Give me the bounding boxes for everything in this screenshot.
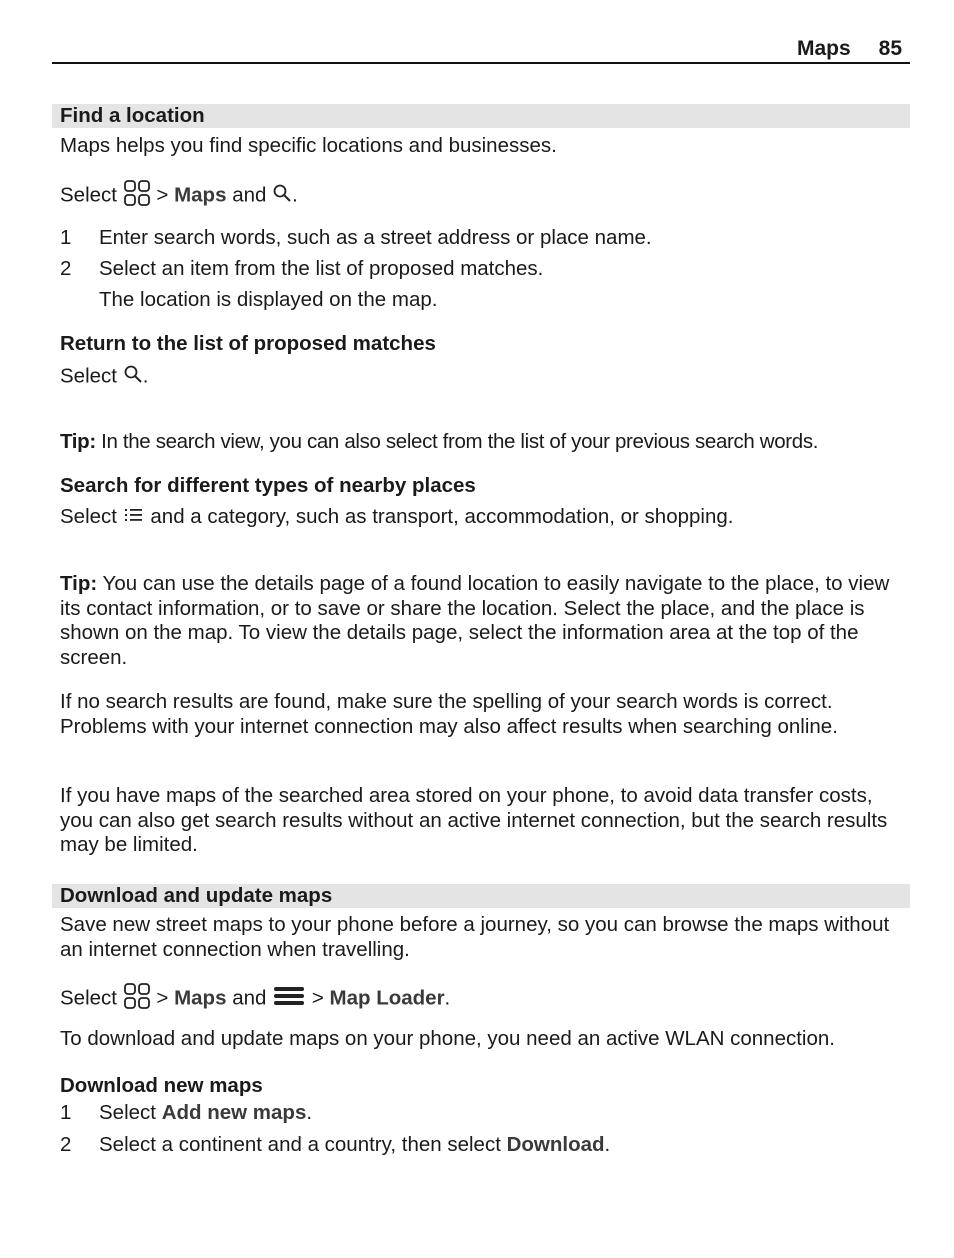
section-heading: Find a location — [60, 104, 205, 127]
period: . — [306, 1101, 313, 1124]
select-instruction — [60, 179, 298, 213]
tip-text: You can use the details page of a found location to easily navigate to the place, to view its contact information, or to save or share the location. Select the place, and the place is shown on the map. To view the details page, select the information area at the top of the screen. — [60, 572, 890, 669]
step-number: 2 — [60, 257, 72, 280]
paragraph-offline: If you have maps of the searched area stored on your phone, to avoid data transfer costs, you can also get search results without an active internet connection, but the search results may be limited. — [60, 784, 888, 856]
list-icon — [123, 506, 145, 530]
period: . — [444, 986, 451, 1010]
separator: > — [311, 986, 324, 1010]
wlan-note: To download and update maps on your phone, you need an active WLAN connection. — [60, 1027, 835, 1050]
separator: > — [156, 183, 169, 207]
running-header — [797, 37, 902, 61]
step-result: The location is displayed on the map. — [99, 288, 438, 311]
period: . — [142, 364, 149, 388]
select-word: Select — [60, 505, 117, 528]
step-pre-text: Select a continent and a country, then select — [99, 1133, 501, 1156]
select-word: Select — [60, 183, 117, 207]
step-pre-text: Select — [99, 1101, 156, 1124]
step-text — [99, 1133, 610, 1157]
step-text — [99, 1101, 312, 1125]
menu-grid-icon — [123, 982, 151, 1016]
paragraph-no-results: If no search results are found, make sure the spelling of your search words is correct. Problems with your internet connection may also affect results when searching online. — [60, 690, 838, 738]
step-text: Select an item from the list of proposed matches. — [99, 257, 544, 280]
nearby-rest-text: and a category, such as transport, accommodation, or shopping. — [150, 505, 734, 528]
select-word: Select — [60, 364, 117, 388]
step-text: Enter search words, such as a street address or place name. — [99, 226, 652, 249]
step-number: 1 — [60, 226, 72, 249]
add-new-maps-ui-label: Add new maps — [161, 1101, 307, 1124]
map-loader-ui-label: Map Loader — [329, 986, 445, 1010]
download-ui-label: Download — [506, 1133, 605, 1156]
download-intro: Save new street maps to your phone before a journey, so you can browse the maps without an internet connection when travelling. — [60, 913, 890, 961]
tip-text: In the search view, you can also select from the list of your previous search words. — [101, 430, 819, 453]
section-band-download-update — [52, 884, 910, 908]
tip-search-history — [60, 430, 818, 454]
select-word: Select — [60, 986, 117, 1010]
period: . — [604, 1133, 611, 1156]
page-number: 85 — [878, 37, 902, 60]
options-menu-icon — [272, 984, 306, 1014]
step-number: 2 — [60, 1133, 72, 1156]
and-word: and — [232, 183, 267, 207]
subheading-nearby: Search for different types of nearby places — [60, 474, 476, 497]
return-select-instruction — [60, 364, 148, 390]
section-title: Maps — [796, 37, 851, 60]
subheading-download-new: Download new maps — [60, 1074, 263, 1097]
separator: > — [156, 986, 169, 1010]
section-band-find-location — [52, 104, 910, 128]
and-word: and — [232, 986, 267, 1010]
tip-details-page — [60, 572, 910, 670]
step-number: 1 — [60, 1101, 72, 1124]
section-heading: Download and update maps — [60, 884, 333, 907]
nearby-select-instruction — [60, 505, 733, 530]
tip-label: Tip: — [60, 572, 98, 595]
menu-grid-icon — [123, 179, 151, 213]
search-icon — [123, 364, 143, 390]
maps-ui-label: Maps — [174, 986, 227, 1010]
subheading-return-list: Return to the list of proposed matches — [60, 332, 436, 355]
download-select-instruction — [60, 982, 450, 1016]
header-rule — [52, 62, 910, 64]
tip-label: Tip: — [60, 430, 96, 453]
maps-ui-label: Maps — [174, 183, 227, 207]
search-icon — [272, 183, 292, 209]
period: . — [292, 183, 298, 207]
intro-text: Maps helps you find specific locations and businesses. — [60, 134, 557, 157]
